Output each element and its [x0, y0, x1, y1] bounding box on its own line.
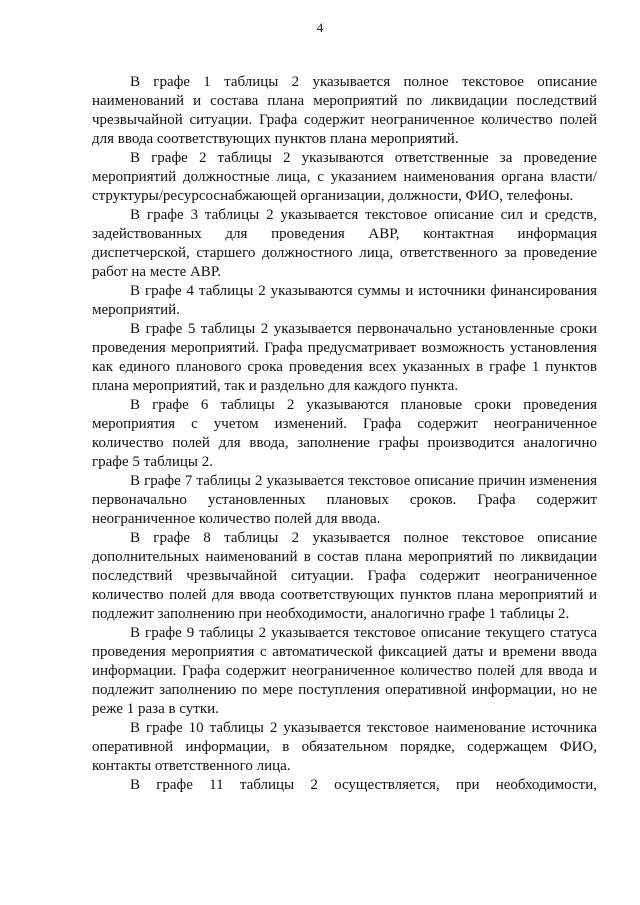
page-number: 4 [316, 20, 324, 35]
paragraph-column-4: В графе 4 таблицы 2 указываются суммы и источники финансирования мероприятий. [92, 283, 597, 318]
paragraph-column-2: В графе 2 таблицы 2 указываются ответственные за проведение мероприятий должностные лица, с указанием наименования органа власти/структуры/ресурсоснабжающей организации, должности, ФИО, телефоны. [92, 150, 597, 204]
paragraph-column-1: В графе 1 таблицы 2 указывается полное текстовое описание наименований и состава плана мероприятий по ликвидации последствий чрезвычайной ситуации. Графа содержит неограниченное количество полей для ввода соответствующих пунктов плана мероприятий. [92, 74, 597, 147]
paragraph-column-6: В графе 6 таблицы 2 указываются плановые сроки проведения мероприятия с учетом изменений. Графа содержит неограниченное количество полей для ввода, заполнение графы производится аналогично графе 5 таблицы 2. [92, 397, 597, 470]
paragraph-column-7: В графе 7 таблицы 2 указывается текстовое описание причин изменения первоначально установленных плановых сроков. Графа содержит неограниченное количество полей для ввода. [92, 473, 597, 527]
document-body [92, 73, 597, 795]
paragraph-column-3: В графе 3 таблицы 2 указывается текстовое описание сил и средств, задействованных для проведения АВР, контактная информация диспетчерской, старшего должностного лица, ответственного за проведение работ на месте АВР. [92, 207, 597, 280]
paragraph-column-11: В графе 11 таблицы 2 осуществляется, при необходимости, [130, 777, 597, 793]
paragraph-column-10: В графе 10 таблицы 2 указывается текстовое наименование источника оперативной информации, в обязательном порядке, содержащем ФИО, контакты ответственного лица. [92, 720, 597, 774]
paragraph-column-8: В графе 8 таблицы 2 указывается полное текстовое описание дополнительных наименований в состав плана мероприятий по ликвидации последствий чрезвычайной ситуации. Графа содержит неограниченное количество полей для ввода соответствующих пунктов плана мероприятий и подлежит заполнению при необходимости, аналогично графе 1 таблицы 2. [92, 530, 597, 622]
paragraph-column-5: В графе 5 таблицы 2 указывается первоначально установленные сроки проведения мероприятий. Графа предусматривает возможность установления как единого планового срока проведения всех указанных в графе 1 пунктов плана мероприятий, так и раздельно для каждого пункта. [92, 321, 597, 394]
paragraph-column-9: В графе 9 таблицы 2 указывается текстовое описание текущего статуса проведения мероприятия с автоматической фиксацией даты и времени ввода информации. Графа содержит неограниченное количество полей для ввода и подлежит заполнению по мере поступления оперативной информации, но не реже 1 раза в сутки. [92, 625, 597, 717]
